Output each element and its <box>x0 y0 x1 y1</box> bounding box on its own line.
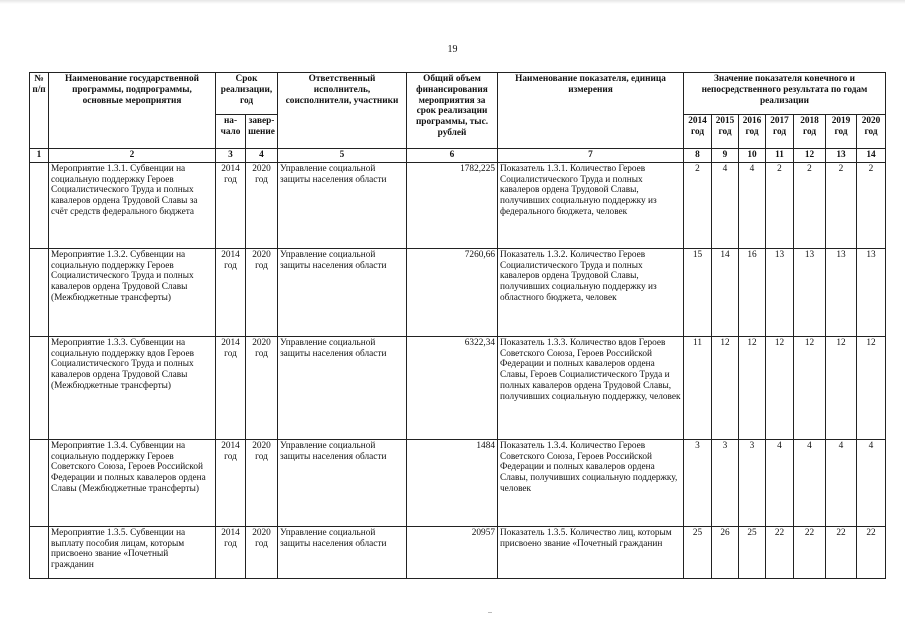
end-year: 2020 год <box>246 336 278 439</box>
column-number: 6 <box>407 149 498 163</box>
scan-top-edge <box>0 0 905 4</box>
indicator-name: Показатель 1.3.4. Количество Героев Советского Союза, Героев Российской Федерации и полных кавалеров ордена Славы, получивших социальную поддержку, человек <box>498 439 684 526</box>
year-value: 11 <box>684 336 712 439</box>
financing-volume: 1484 <box>407 439 498 526</box>
header-values: Значение показателя конечного и непосредственного результата по годам реализации <box>684 73 886 115</box>
header-term-end: завер-шение <box>246 115 278 149</box>
responsible: Управление социальной защиты населения области <box>278 248 407 336</box>
year-value: 16 <box>739 248 766 336</box>
header-year: 2015 год <box>712 115 739 149</box>
year-value: 4 <box>857 439 886 526</box>
header-year: 2014 год <box>684 115 712 149</box>
page-number: 19 <box>447 44 458 55</box>
table-row <box>30 439 886 526</box>
column-number: 3 <box>216 149 246 163</box>
year-value: 12 <box>857 336 886 439</box>
financing-volume: 6322,34 <box>407 336 498 439</box>
year-value: 4 <box>826 439 857 526</box>
year-value: 12 <box>826 336 857 439</box>
year-value: 12 <box>766 336 794 439</box>
row-number <box>30 439 49 526</box>
column-number: 11 <box>766 149 794 163</box>
header-term-start: на-чало <box>216 115 246 149</box>
year-value: 12 <box>712 336 739 439</box>
column-number: 1 <box>30 149 49 163</box>
header-row-1 <box>30 73 886 115</box>
program-table <box>29 72 886 579</box>
measure-name: Мероприятие 1.3.5. Субвенции на выплату пособия лицам, которым присвоено звание «Почетный гражданин <box>49 526 216 578</box>
start-year: 2014 год <box>216 162 246 248</box>
financing-volume: 1782,225 <box>407 162 498 248</box>
year-value: 4 <box>739 162 766 248</box>
year-value: 2 <box>826 162 857 248</box>
column-number: 9 <box>712 149 739 163</box>
year-value: 22 <box>794 526 826 578</box>
financing-volume: 7260,66 <box>407 248 498 336</box>
year-value: 22 <box>766 526 794 578</box>
start-year: 2014 год <box>216 248 246 336</box>
table-row <box>30 526 886 578</box>
year-value: 25 <box>684 526 712 578</box>
end-year: 2020 год <box>246 526 278 578</box>
responsible: Управление социальной защиты населения области <box>278 439 407 526</box>
start-year: 2014 год <box>216 336 246 439</box>
year-value: 25 <box>739 526 766 578</box>
end-year: 2020 год <box>246 162 278 248</box>
row-number <box>30 162 49 248</box>
header-name: Наименование государственной программы, подпрограммы, основные мероприятия <box>49 73 216 149</box>
year-value: 13 <box>857 248 886 336</box>
row-number <box>30 248 49 336</box>
year-value: 2 <box>794 162 826 248</box>
indicator-name: Показатель 1.3.1. Количество Героев Социалистического Труда и полных кавалеров ордена Трудовой Славы, получивших социальную поддержку из федерального бюджета, человек <box>498 162 684 248</box>
column-number: 8 <box>684 149 712 163</box>
year-value: 14 <box>712 248 739 336</box>
end-year: 2020 год <box>246 248 278 336</box>
year-value: 12 <box>739 336 766 439</box>
header-year: 2016 год <box>739 115 766 149</box>
year-value: 22 <box>857 526 886 578</box>
year-value: 4 <box>766 439 794 526</box>
year-value: 13 <box>794 248 826 336</box>
financing-volume: 20957 <box>407 526 498 578</box>
table-body <box>30 73 886 579</box>
year-value: 3 <box>739 439 766 526</box>
measure-name: Мероприятие 1.3.4. Субвенции на социальную поддержку Героев Советского Союза, Героев Российской Федерации и полных кавалеров ордена Славы (Межбюджетные трансферты) <box>49 439 216 526</box>
column-number: 5 <box>278 149 407 163</box>
responsible: Управление социальной защиты населения области <box>278 336 407 439</box>
header-volume: Общий объем финансирования мероприятия за срок реализации программы, тыс. рублей <box>407 73 498 149</box>
year-value: 2 <box>684 162 712 248</box>
table-row <box>30 248 886 336</box>
start-year: 2014 год <box>216 439 246 526</box>
indicator-name: Показатель 1.3.3. Количество вдов Героев Советского Союза, Героев Российской Федерации и полных кавалеров ордена Славы, Героев Социалистического Труда и полных кавалеров ордена Трудовой Славы, получивших социальную поддержку, человек <box>498 336 684 439</box>
column-numbers-row <box>30 149 886 163</box>
year-value: 13 <box>826 248 857 336</box>
header-year: 2018 год <box>794 115 826 149</box>
year-value: 4 <box>712 162 739 248</box>
year-value: 15 <box>684 248 712 336</box>
row-number <box>30 336 49 439</box>
header-year: 2019 год <box>826 115 857 149</box>
header-no: № п/п <box>30 73 49 149</box>
header-year: 2017 год <box>766 115 794 149</box>
end-year: 2020 год <box>246 439 278 526</box>
table-row <box>30 162 886 248</box>
indicator-name: Показатель 1.3.2. Количество Героев Социалистического Труда и полных кавалеров ордена Трудовой Славы, получивших социальную поддержку из областного бюджета, человек <box>498 248 684 336</box>
year-value: 12 <box>794 336 826 439</box>
row-number <box>30 526 49 578</box>
header-indicator: Наименование показателя, единица измерения <box>498 73 684 149</box>
year-value: 4 <box>794 439 826 526</box>
year-value: 3 <box>684 439 712 526</box>
year-value: 13 <box>766 248 794 336</box>
header-term: Срок реализации, год <box>216 73 278 115</box>
column-number: 12 <box>794 149 826 163</box>
year-value: 2 <box>766 162 794 248</box>
scan-speck <box>488 612 492 613</box>
column-number: 10 <box>739 149 766 163</box>
year-value: 22 <box>826 526 857 578</box>
header-responsible: Ответственный исполнитель, соисполнители, участники <box>278 73 407 149</box>
column-number: 7 <box>498 149 684 163</box>
year-value: 2 <box>857 162 886 248</box>
header-year: 2020 год <box>857 115 886 149</box>
column-number: 4 <box>246 149 278 163</box>
year-value: 3 <box>712 439 739 526</box>
start-year: 2014 год <box>216 526 246 578</box>
column-number: 2 <box>49 149 216 163</box>
column-number: 13 <box>826 149 857 163</box>
responsible: Управление социальной защиты населения области <box>278 162 407 248</box>
measure-name: Мероприятие 1.3.2. Субвенции на социальную поддержку Героев Социалистического Труда и полных кавалеров ордена Трудовой Славы (Межбюджетные трансферты) <box>49 248 216 336</box>
indicator-name: Показатель 1.3.5. Количество лиц, которым присвоено звание «Почетный гражданин <box>498 526 684 578</box>
year-value: 26 <box>712 526 739 578</box>
table-row <box>30 336 886 439</box>
column-number: 14 <box>857 149 886 163</box>
responsible: Управление социальной защиты населения области <box>278 526 407 578</box>
measure-name: Мероприятие 1.3.1. Субвенции на социальную поддержку Героев Социалистического Труда и полных кавалеров ордена Трудовой Славы за счёт средств федерального бюджета <box>49 162 216 248</box>
measure-name: Мероприятие 1.3.3. Субвенции на социальную поддержку вдов Героев Социалистического Труда и полных кавалеров ордена Трудовой Славы (Межбюджетные трансферты) <box>49 336 216 439</box>
